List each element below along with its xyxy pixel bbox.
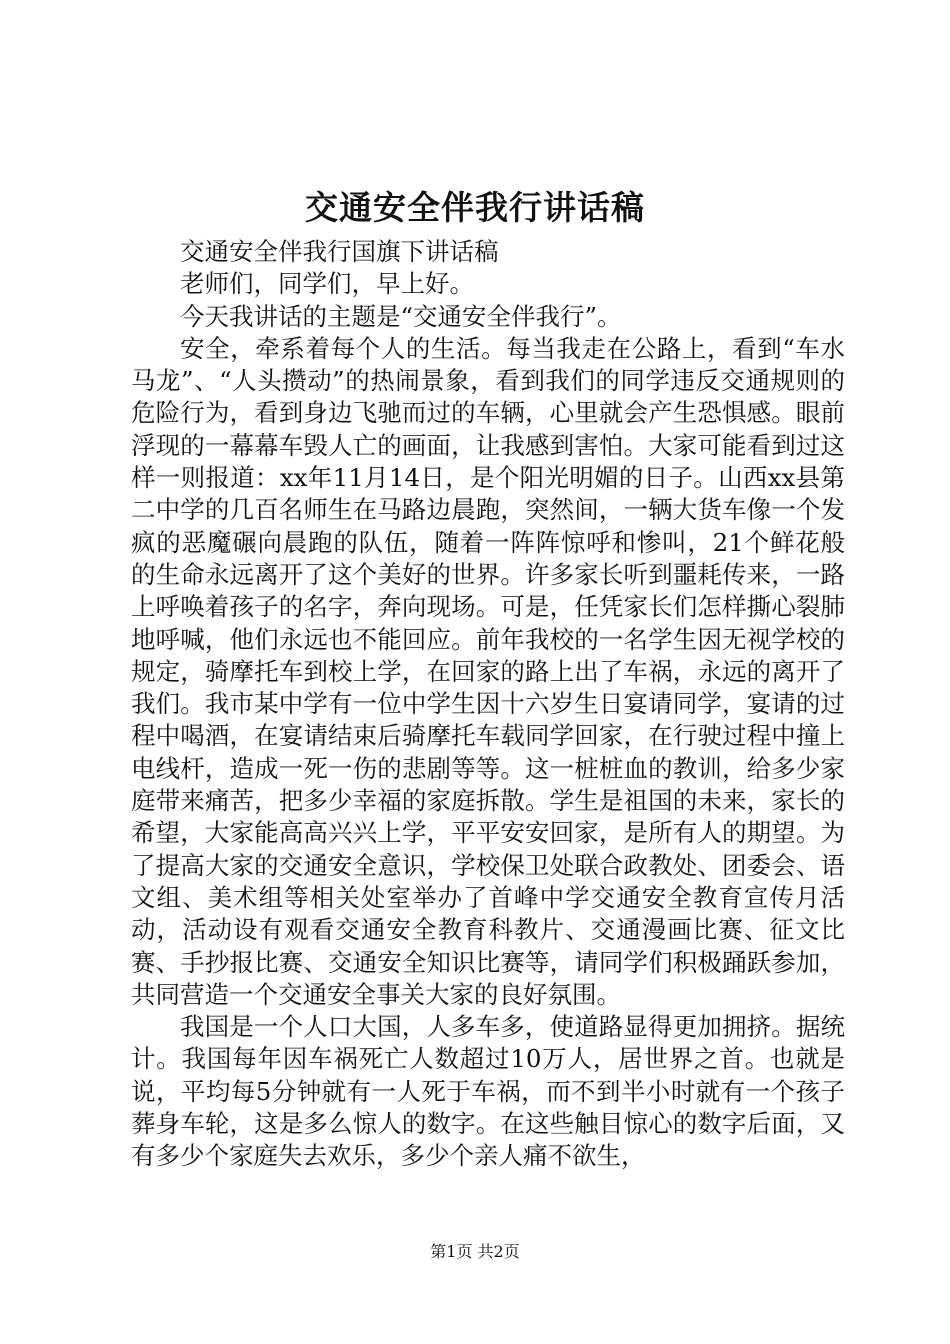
paragraph-topic: 今天我讲话的主题是“交通安全伴我行”。 (180, 301, 622, 331)
document-title: 交通安全伴我行讲话稿 (305, 188, 645, 227)
page-footer: 第1页 共2页 (430, 1242, 520, 1261)
paragraph-safety-story: 安全，牵系着每个人的生活。每当我走在公路上，看到“车水马龙”、“人头攒动”的热闹景象，看到我们的同学违反交通规则的危险行为，看到身边飞驰而过的车辆，心里就会产生恐惧感。眼前浮现的一幕幕车毁人亡的画面，让我感到害怕。大家可能看到过这样一则报道：xx年11月14日，是个阳光明媚的日子。山西xx县第二中学的几百名师生在马路边晨跑，突然间，一辆大货车像一个发疯的恶魔碾向晨跑的队伍，随着一阵阵惊呼和惨叫，21个鲜花般的生命永远离开了这个美好的世界。许多家长听到噩耗传来，一路上呼唤着孩子的名字，奔向现场。可是，任凭家长们怎样撕心裂肺地呼喊，他们永远也不能回应。前年我校的一名学生因无视学校的规定，骑摩托车到校上学，在回家的路上出了车祸，永远的离开了我们。我市某中学有一位中学生因十六岁生日宴请同学，宴请的过程中喝酒，在宴请结束后骑摩托车载同学回家，在行驶过程中撞上电线杆，造成一死一伤的悲剧等等。这一桩桩血的教训，给多少家庭带来痛苦，把多少幸福的家庭拆散。学生是祖国的未来，家长的希望，大家能高高兴兴上学，平平安安回家，是所有人的期望。为了提高大家的交通安全意识，学校保卫处联合政教处、团委会、语文组、美术组等相关处室举办了首峰中学交通安全教育宣传月活动，活动设有观看交通安全教育科教片、交通漫画比赛、征文比赛、手抄报比赛、交通安全知识比赛等，请同学们积极踊跃参加，共同营造一个交通安全事关大家的良好氛围。 (131, 333, 845, 1009)
paragraph-subtitle: 交通安全伴我行国旗下讲话稿 (180, 237, 499, 266)
document-body (131, 236, 845, 1173)
paragraph-statistics: 我国是一个人口大国，人多车多，使道路显得更加拥挤。据统计。我国每年因车祸死亡人数超过10万人，居世界之首。也就是说，平均每5分钟就有一人死于车祸，而不到半小时就有一个孩子葬身车轮，这是多么惊人的数字。在这些触目惊心的数字后面，又有多少个家庭失去欢乐，多少个亲人痛不欲生， (131, 1012, 845, 1171)
paragraph-greeting: 老师们，同学们，早上好。 (180, 269, 474, 299)
